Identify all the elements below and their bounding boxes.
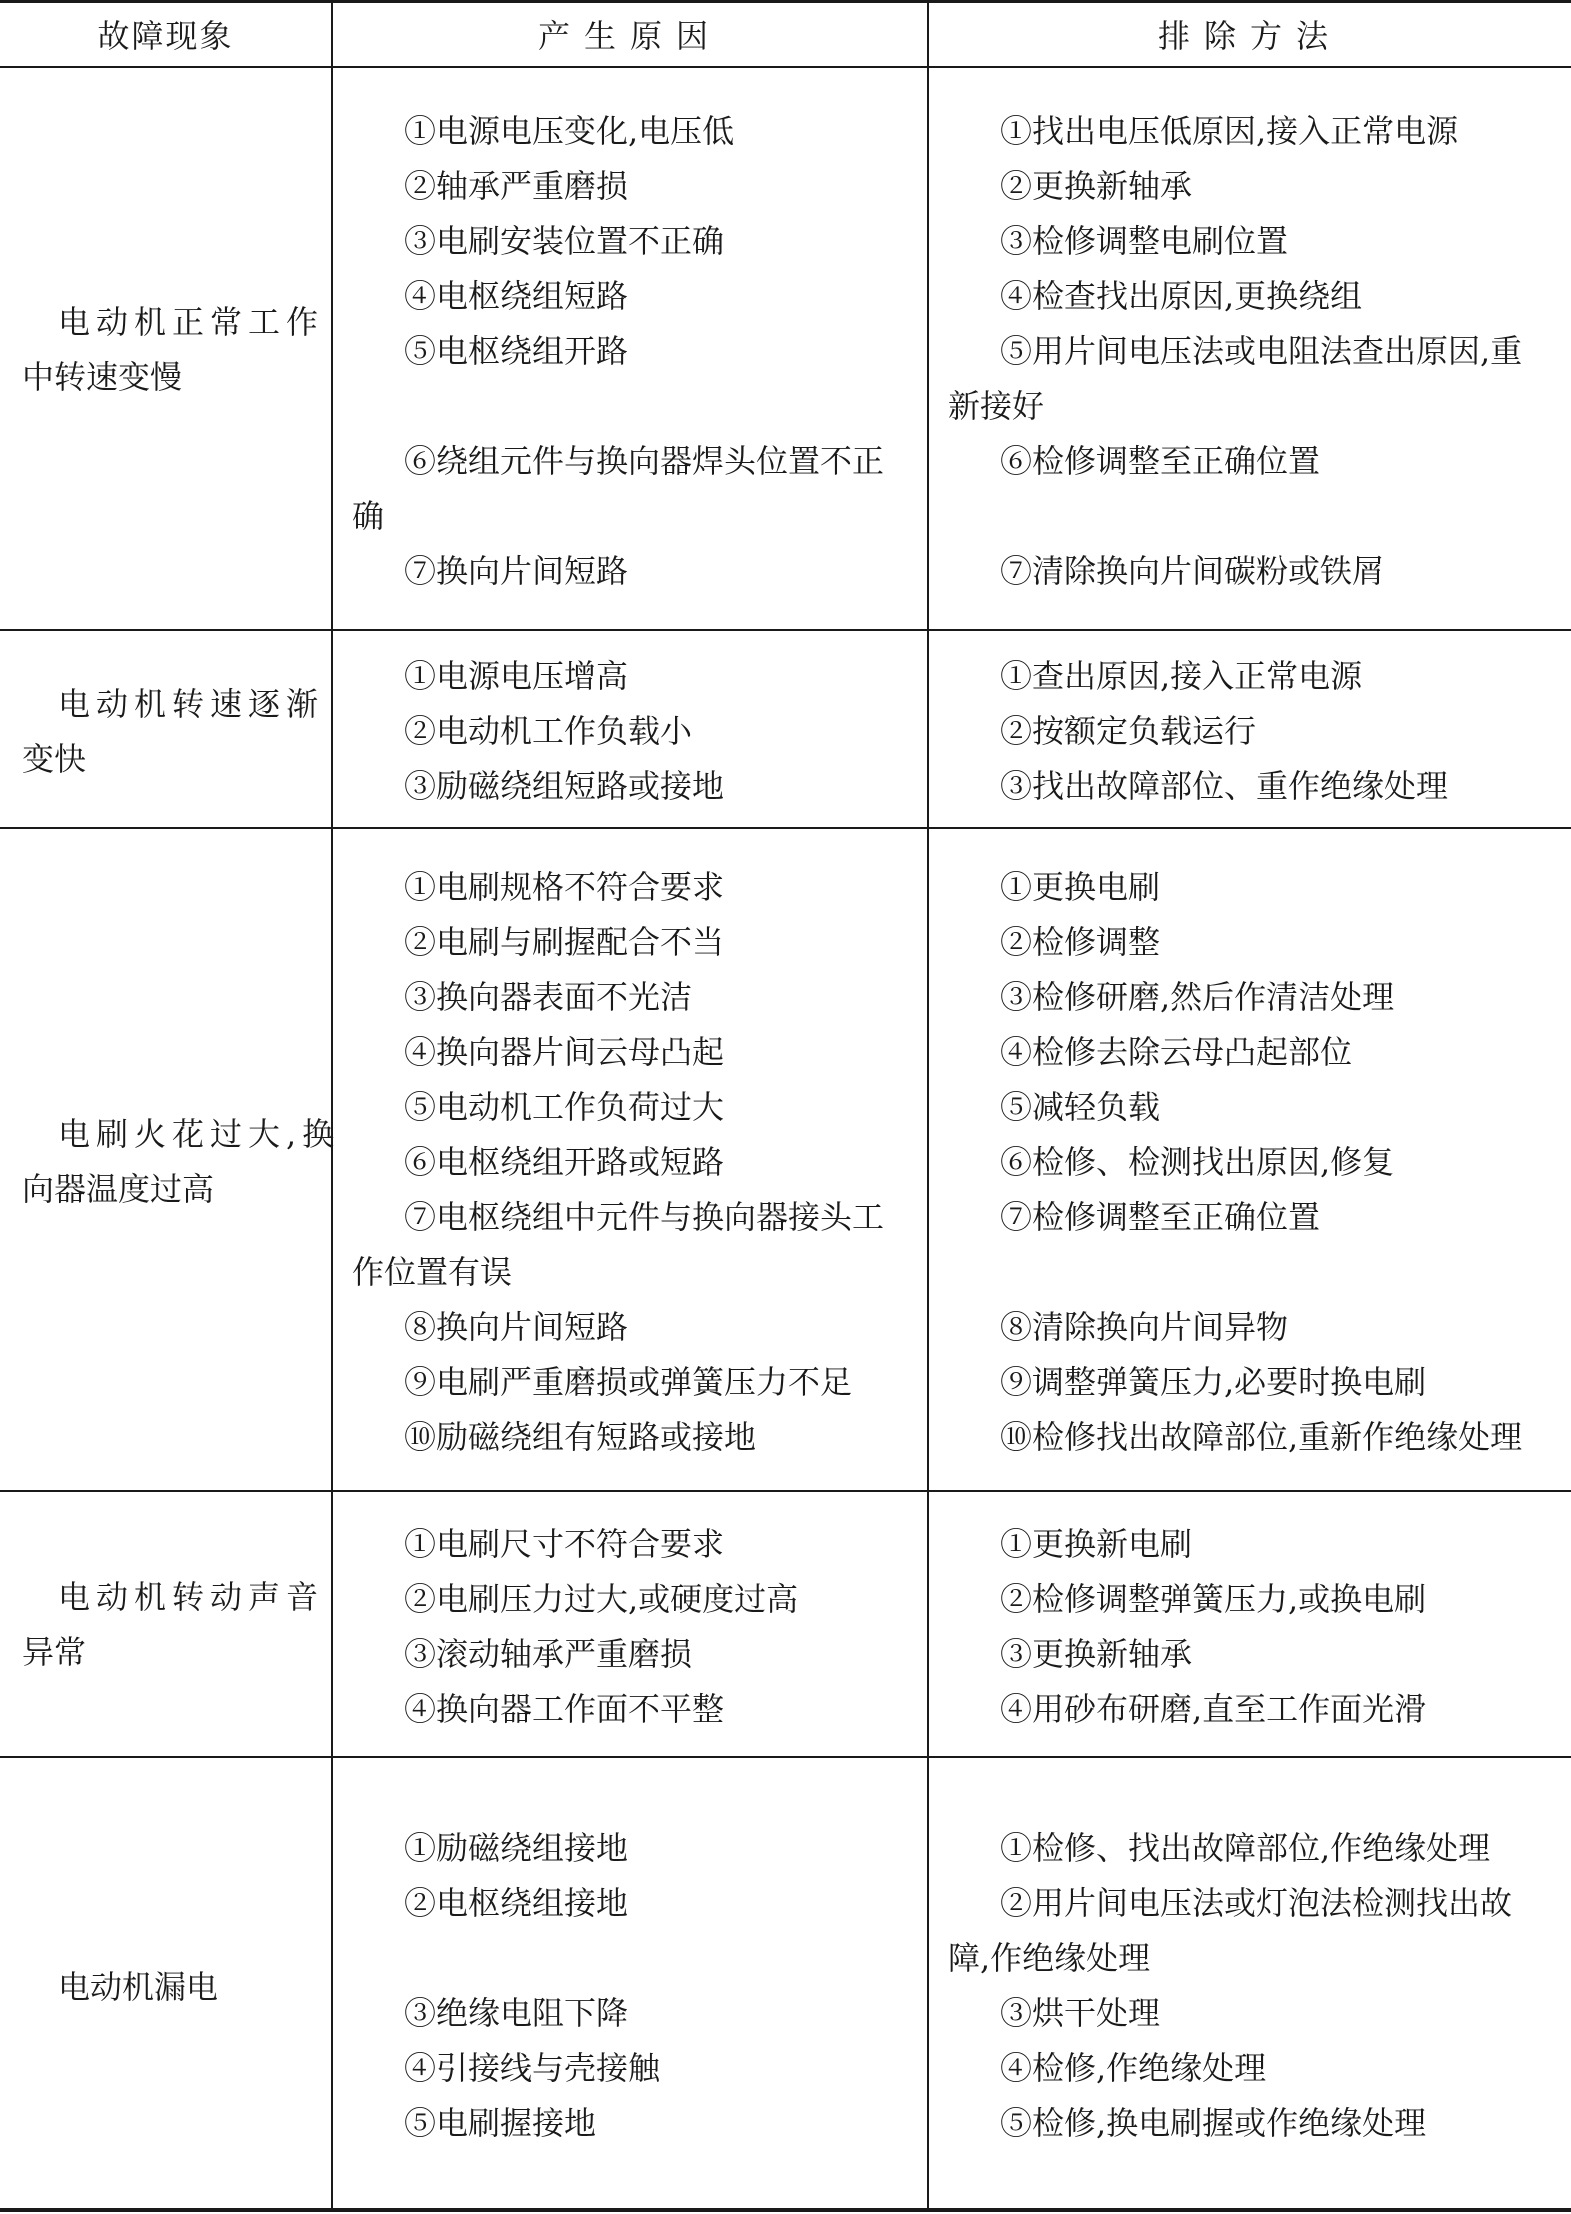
column-rule	[927, 0, 929, 2210]
remedy-line: ⑩检修找出故障部位,重新作绝缘处理	[1000, 1418, 1523, 1456]
remedy-line: ①更换电刷	[1000, 868, 1161, 906]
cause-cell	[352, 104, 922, 599]
remedy-line: ②检修调整	[1000, 923, 1161, 961]
symptom-line: 异常	[22, 1633, 87, 1671]
remedy-line: ①查出原因,接入正常电源	[1000, 657, 1363, 695]
remedy-line: ②检修调整弹簧压力,或换电刷	[1000, 1580, 1427, 1618]
cause-line: ⑨电刷严重磨损或弹簧压力不足	[404, 1363, 853, 1401]
remedy-cell	[948, 649, 1563, 814]
symptom-line: 变快	[22, 740, 87, 778]
remedy-line: 新接好	[948, 387, 1045, 425]
cause-line: ③滚动轴承严重磨损	[404, 1635, 693, 1673]
cause-line: ⑤电刷握接地	[404, 2104, 597, 2142]
remedy-line: ②用片间电压法或灯泡法检测找出故	[1000, 1884, 1513, 1922]
remedy-line: ⑨调整弹簧压力,必要时换电刷	[1000, 1363, 1427, 1401]
row-rule	[0, 827, 1571, 829]
cause-line: ②电动机工作负载小	[404, 712, 693, 750]
symptom-cell	[22, 1570, 325, 1680]
remedy-line: ④用砂布研磨,直至工作面光滑	[1000, 1690, 1427, 1728]
symptom-line: 向器温度过高	[22, 1170, 215, 1208]
remedy-cell	[948, 104, 1563, 599]
cause-line: ④换向器工作面不平整	[404, 1690, 725, 1728]
cause-line: ①励磁绕组接地	[404, 1829, 629, 1867]
cause-line: ③绝缘电阻下降	[404, 1994, 629, 2032]
remedy-line: ③检修调整电刷位置	[1000, 222, 1289, 260]
cause-cell	[352, 1517, 922, 1737]
remedy-line: ⑥检修、检测找出原因,修复	[1000, 1143, 1395, 1181]
row-rule	[0, 629, 1571, 631]
symptom-cell	[22, 1107, 341, 1217]
remedy-line: ①找出电压低原因,接入正常电源	[1000, 112, 1459, 150]
symptom-line: 电刷火花过大,换	[58, 1115, 341, 1153]
cause-cell	[352, 649, 922, 814]
cause-line: ⑤电动机工作负荷过大	[404, 1088, 725, 1126]
cause-line: 确	[352, 497, 385, 535]
row-rule	[0, 1756, 1571, 1758]
remedy-line: ③检修研磨,然后作清洁处理	[1000, 978, 1395, 1016]
remedy-line: ⑦清除换向片间碳粉或铁屑	[1000, 552, 1385, 590]
symptom-cell	[22, 1960, 322, 2015]
symptom-cell	[22, 295, 325, 405]
table-bottom-rule	[0, 2208, 1571, 2212]
remedy-cell	[948, 1821, 1563, 2151]
remedy-line	[948, 1245, 1563, 1300]
cause-cell	[352, 1821, 922, 2151]
remedy-line: ③更换新轴承	[1000, 1635, 1193, 1673]
cause-line: ③换向器表面不光洁	[404, 978, 693, 1016]
cause-line: ③电刷安装位置不正确	[404, 222, 725, 260]
cause-line	[352, 379, 922, 434]
remedy-line: ⑦检修调整至正确位置	[1000, 1198, 1321, 1236]
remedy-line: ④检修,作绝缘处理	[1000, 2049, 1267, 2087]
remedy-line: ④检查找出原因,更换绕组	[1000, 277, 1363, 315]
header-symptom: 故障现象	[97, 17, 234, 55]
cause-line: ④引接线与壳接触	[404, 2049, 661, 2087]
remedy-line: ①检修、找出故障部位,作绝缘处理	[1000, 1829, 1491, 1867]
header-cause: 产生原因	[537, 17, 722, 55]
remedy-line: ②更换新轴承	[1000, 167, 1193, 205]
cause-line: ⑥绕组元件与换向器焊头位置不正	[404, 442, 885, 480]
cause-line: ②电枢绕组接地	[404, 1884, 629, 1922]
row-rule	[0, 1490, 1571, 1492]
remedy-cell	[948, 860, 1563, 1465]
cause-cell	[352, 860, 922, 1465]
remedy-line	[948, 489, 1563, 544]
cause-line: ①电刷规格不符合要求	[404, 868, 725, 906]
remedy-line: ⑤检修,换电刷握或作绝缘处理	[1000, 2104, 1427, 2142]
cause-line: ②电刷与刷握配合不当	[404, 923, 725, 961]
remedy-line: ③找出故障部位、重作绝缘处理	[1000, 767, 1449, 805]
cause-line: ②轴承严重磨损	[404, 167, 629, 205]
cause-line	[352, 1931, 922, 1986]
cause-line: ①电源电压增高	[404, 657, 629, 695]
cause-line: ①电源电压变化,电压低	[404, 112, 735, 150]
cause-line: ⑦换向片间短路	[404, 552, 629, 590]
symptom-line: 电动机转速逐渐	[58, 685, 325, 723]
cause-line: ④换向器片间云母凸起	[404, 1033, 725, 1071]
remedy-line: ⑤用片间电压法或电阻法查出原因,重	[1000, 332, 1523, 370]
symptom-cell	[22, 677, 325, 787]
symptom-line: 电动机漏电	[58, 1968, 219, 2006]
cause-line: 作位置有误	[352, 1253, 513, 1291]
symptom-line: 电动机转动声音	[58, 1578, 325, 1616]
remedy-line: ①更换新电刷	[1000, 1525, 1193, 1563]
cause-line: ⑧换向片间短路	[404, 1308, 629, 1346]
remedy-cell	[948, 1517, 1563, 1737]
header-remedy: 排除方法	[1157, 17, 1342, 55]
cause-line: ④电枢绕组短路	[404, 277, 629, 315]
symptom-line: 电动机正常工作	[58, 303, 325, 341]
remedy-line: ⑧清除换向片间异物	[1000, 1308, 1289, 1346]
cause-line: ⑩励磁绕组有短路或接地	[404, 1418, 757, 1456]
remedy-line: ②按额定负载运行	[1000, 712, 1257, 750]
cause-line: ①电刷尺寸不符合要求	[404, 1525, 725, 1563]
cause-line: ②电刷压力过大,或硬度过高	[404, 1580, 799, 1618]
symptom-line: 中转速变慢	[22, 358, 183, 396]
remedy-line: 障,作绝缘处理	[948, 1939, 1151, 1977]
cause-line: ③励磁绕组短路或接地	[404, 767, 725, 805]
cause-line: ⑦电枢绕组中元件与换向器接头工	[404, 1198, 885, 1236]
remedy-line: ⑥检修调整至正确位置	[1000, 442, 1321, 480]
remedy-line: ⑤减轻负载	[1000, 1088, 1161, 1126]
remedy-line: ③烘干处理	[1000, 1994, 1161, 2032]
cause-line: ⑥电枢绕组开路或短路	[404, 1143, 725, 1181]
remedy-line: ④检修去除云母凸起部位	[1000, 1033, 1353, 1071]
column-rule	[331, 0, 333, 2210]
cause-line: ⑤电枢绕组开路	[404, 332, 629, 370]
